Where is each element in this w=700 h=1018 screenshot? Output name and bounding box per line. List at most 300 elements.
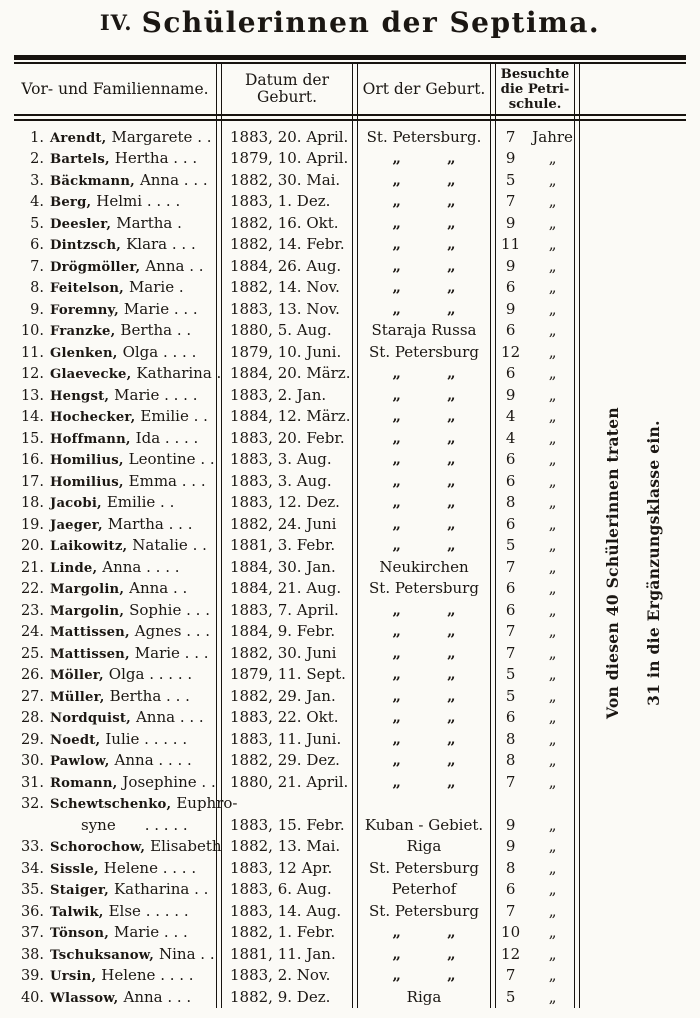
- ditto-mark: „: [392, 966, 401, 985]
- row-number: 3.: [30, 172, 44, 189]
- years-attended: [496, 687, 574, 705]
- given-name: Marie . . . .: [114, 385, 198, 404]
- years-unit: „: [548, 966, 557, 985]
- row-number: 27.: [20, 688, 44, 705]
- years-value: 6: [505, 450, 516, 469]
- row-number: 37.: [20, 925, 44, 942]
- surname: Nordquist,: [50, 711, 131, 727]
- student-name-cell: [14, 128, 216, 146]
- years-unit: „: [548, 622, 557, 641]
- table-row: [14, 836, 686, 858]
- surname: Tschuksanow,: [50, 947, 154, 963]
- ditto-mark: „: [447, 729, 456, 748]
- years-unit: „: [548, 923, 557, 942]
- ditto-mark: „: [392, 708, 401, 727]
- surname: Foremny,: [50, 302, 119, 318]
- birth-date: 1884, 26. Aug.: [230, 256, 342, 275]
- surname: Möller,: [50, 668, 104, 684]
- years-attended: [496, 343, 574, 361]
- table-body: [14, 126, 686, 1008]
- years-value: 7: [505, 901, 516, 920]
- given-name: Olga . . . .: [122, 342, 197, 361]
- given-name: Bertha . . .: [109, 686, 190, 705]
- years-unit: „: [548, 321, 557, 340]
- ditto-mark: „: [447, 278, 456, 297]
- birth-date: 1883, 15. Febr.: [230, 815, 345, 834]
- years-unit: „: [548, 450, 557, 469]
- table-row: [14, 277, 686, 299]
- table-row: [14, 384, 686, 406]
- years-unit: „: [548, 837, 557, 856]
- years-unit: „: [548, 708, 557, 727]
- given-name: Katharina .: [136, 364, 222, 383]
- surname: Hengst,: [50, 388, 110, 404]
- birth-date: 1883, 11. Juni.: [230, 729, 342, 748]
- ditto-mark: „: [447, 923, 456, 942]
- years-value: 9: [505, 815, 516, 834]
- student-name-cell: [14, 300, 216, 318]
- birth-place: [358, 493, 490, 511]
- years-attended: [496, 536, 574, 554]
- student-name-cell: [14, 364, 222, 383]
- years-value: 5: [505, 665, 516, 684]
- header-birth-place: Ort der Geburt.: [362, 79, 486, 98]
- birth-place: Riga: [406, 837, 442, 856]
- years-unit: „: [548, 428, 557, 447]
- surname: Mattissen,: [50, 625, 130, 641]
- table-row: [14, 900, 686, 922]
- table-row: [14, 341, 686, 363]
- years-value: 7: [505, 643, 516, 662]
- ditto-mark: „: [447, 192, 456, 211]
- header-bottom-rule-2: [14, 119, 686, 121]
- surname: Sissle,: [50, 861, 99, 877]
- given-name: Nina . .: [159, 944, 215, 963]
- years-value: 6: [505, 708, 516, 727]
- years-attended: [496, 730, 574, 748]
- row-number: 20.: [20, 538, 44, 555]
- surname: Wlassow,: [50, 990, 119, 1006]
- row-number: 33.: [20, 839, 44, 856]
- row-number: 25.: [20, 645, 44, 662]
- table-row: [14, 492, 686, 514]
- birth-place: St. Petersburg: [369, 858, 479, 877]
- years-value: 8: [505, 751, 516, 770]
- header-birth-date: Datum der Geburt.: [244, 71, 329, 106]
- birth-place: Riga: [406, 987, 442, 1006]
- ditto-mark: „: [447, 944, 456, 963]
- birth-place: [358, 429, 490, 447]
- row-number: 5.: [30, 215, 44, 232]
- years-attended: [496, 149, 574, 167]
- years-attended: [496, 192, 574, 210]
- row-number: 6.: [30, 237, 44, 254]
- row-number: 14.: [20, 409, 44, 426]
- table-row: [14, 556, 686, 578]
- years-attended: [496, 364, 574, 382]
- birth-date: 1882, 24. Juni: [230, 514, 337, 533]
- student-name-cell: [14, 988, 216, 1006]
- ditto-mark: „: [447, 385, 456, 404]
- birth-date: 1884, 20. März.: [230, 364, 351, 383]
- student-name-cell: [14, 665, 216, 683]
- student-name-cell: [14, 579, 216, 597]
- given-name: Josephine . .: [122, 772, 216, 791]
- birth-date: 1883, 3. Aug.: [230, 471, 332, 490]
- birth-place: [358, 601, 490, 619]
- student-name-cell: [14, 708, 216, 726]
- student-name-cell: [14, 966, 216, 984]
- years-unit: „: [548, 471, 557, 490]
- years-attended: [496, 837, 574, 855]
- years-value: 6: [505, 364, 516, 383]
- given-name: Leontine . .: [128, 450, 215, 469]
- birth-place: [358, 773, 490, 791]
- surname: Arendt,: [50, 130, 107, 146]
- birth-date: 1884, 9. Febr.: [230, 622, 336, 641]
- years-attended: [496, 773, 574, 791]
- birth-place: [358, 407, 490, 425]
- years-value: 5: [505, 686, 516, 705]
- header-name: Vor- und Familienname.: [21, 79, 209, 98]
- row-number: 30.: [20, 753, 44, 770]
- years-attended: [496, 816, 574, 836]
- birth-date: 1879, 10. Juni.: [230, 342, 342, 361]
- birth-place: [358, 966, 490, 984]
- ditto-mark: „: [447, 493, 456, 512]
- row-number: 36.: [20, 903, 44, 920]
- table-row: [14, 126, 686, 148]
- years-value: 6: [505, 278, 516, 297]
- surname: Laikowitz,: [50, 539, 128, 555]
- birth-place: [358, 923, 490, 941]
- ditto-mark: „: [392, 772, 401, 791]
- years-unit: „: [548, 536, 557, 555]
- birth-date: 1883, 20. Febr.: [230, 428, 345, 447]
- given-name: Emma . . .: [128, 471, 206, 490]
- birth-place: Peterhof: [391, 880, 457, 899]
- table-row: [14, 685, 686, 707]
- row-number: 24.: [20, 624, 44, 641]
- student-name-cell: [14, 687, 216, 705]
- years-value: 9: [505, 256, 516, 275]
- student-name-cell: [14, 386, 216, 404]
- ditto-mark: „: [392, 665, 401, 684]
- ditto-mark: „: [392, 622, 401, 641]
- years-attended: [496, 751, 574, 769]
- ditto-mark: „: [392, 192, 401, 211]
- table-header-row: [14, 64, 686, 114]
- surname: Talwik,: [50, 904, 104, 920]
- years-value: 6: [505, 321, 516, 340]
- birth-place: Staraja Russa: [371, 321, 477, 340]
- ditto-mark: „: [392, 170, 401, 189]
- years-attended: [496, 386, 574, 404]
- years-attended: [496, 515, 574, 533]
- student-name-cell: [14, 644, 216, 662]
- table-row: [14, 234, 686, 256]
- surname: Berg,: [50, 195, 92, 211]
- years-value: 6: [505, 514, 516, 533]
- birth-place: [358, 751, 490, 769]
- given-name: Klara . . .: [126, 235, 196, 254]
- given-name: Margarete . .: [111, 127, 212, 146]
- ditto-mark: „: [447, 966, 456, 985]
- years-unit: „: [548, 192, 557, 211]
- surname: Romann,: [50, 775, 118, 791]
- given-name: Euphro-: [176, 793, 238, 812]
- birth-date: 1882, 29. Jan.: [230, 686, 336, 705]
- student-name-cell: [14, 257, 216, 275]
- row-number: 11.: [20, 344, 44, 361]
- birth-date: 1883, 20. April.: [230, 127, 349, 146]
- ditto-mark: „: [447, 643, 456, 662]
- students-table: [14, 0, 686, 1018]
- ditto-mark: „: [447, 708, 456, 727]
- years-attended: [496, 880, 574, 898]
- surname: Jacobi,: [50, 496, 102, 512]
- student-name-cell: [14, 429, 216, 447]
- years-value: 9: [505, 149, 516, 168]
- years-attended: [496, 128, 574, 146]
- years-value: 5: [505, 170, 516, 189]
- student-name-cell: [14, 837, 222, 856]
- surname: Pawlow,: [50, 754, 110, 770]
- years-value: 6: [505, 579, 516, 598]
- table-row: [14, 621, 686, 643]
- birth-place: [358, 149, 490, 167]
- ditto-mark: „: [447, 622, 456, 641]
- birth-place: [358, 665, 490, 683]
- birth-date: 1884, 12. März.: [230, 407, 351, 426]
- table-row: [14, 191, 686, 213]
- given-name: Emilie . .: [106, 493, 175, 512]
- years-value: 7: [505, 192, 516, 211]
- given-name: Anna . . .: [123, 987, 192, 1006]
- years-unit: „: [548, 880, 557, 899]
- years-unit: „: [548, 299, 557, 318]
- birth-place: Neukirchen: [379, 557, 469, 576]
- row-number: 40.: [20, 989, 44, 1006]
- years-value: 8: [505, 858, 516, 877]
- years-value: 9: [505, 385, 516, 404]
- side-note-line2: 31 in die Ergänzungsklasse ein.: [644, 420, 663, 706]
- row-number: 29.: [20, 731, 44, 748]
- years-unit: „: [548, 514, 557, 533]
- birth-date: 1880, 21. April.: [230, 772, 349, 791]
- ditto-mark: „: [447, 364, 456, 383]
- birth-place: [358, 622, 490, 640]
- table-row: [14, 922, 686, 944]
- table-row: [14, 320, 686, 342]
- years-unit: „: [548, 493, 557, 512]
- surname: Hochecker,: [50, 410, 136, 426]
- given-name: Marie .: [128, 278, 184, 297]
- table-row: [14, 363, 686, 385]
- ditto-mark: „: [392, 923, 401, 942]
- surname: Bäckmann,: [50, 173, 135, 189]
- birth-date: 1882, 30. Juni: [230, 643, 337, 662]
- birth-date: 1883, 7. April.: [230, 600, 339, 619]
- row-number: 35.: [20, 882, 44, 899]
- ditto-mark: „: [392, 686, 401, 705]
- ditto-mark: „: [447, 686, 456, 705]
- student-name-cell: [14, 945, 216, 963]
- student-name-cell: [14, 601, 216, 619]
- years-attended: [496, 429, 574, 447]
- years-value: 11: [501, 235, 521, 254]
- years-attended: [496, 579, 574, 597]
- table-row: [14, 986, 686, 1008]
- ditto-mark: „: [447, 665, 456, 684]
- birth-place: St. Petersburg: [369, 901, 479, 920]
- years-value: 5: [505, 987, 516, 1006]
- table-row: [14, 406, 686, 428]
- row-number: 2.: [30, 151, 44, 168]
- years-unit: Jahre: [532, 127, 573, 146]
- table-row: [14, 728, 686, 750]
- years-value: 4: [505, 428, 516, 447]
- ditto-mark: „: [447, 170, 456, 189]
- birth-date: 1883, 6. Aug.: [230, 880, 332, 899]
- section-number: IV.: [99, 10, 133, 35]
- years-unit: „: [548, 278, 557, 297]
- years-attended: [496, 321, 574, 339]
- student-name-cell: [14, 622, 216, 640]
- birth-place: [358, 278, 490, 296]
- student-name-cell: [14, 902, 216, 920]
- years-value: 7: [505, 966, 516, 985]
- student-name-cell: [14, 751, 216, 769]
- student-name-cell: [14, 515, 216, 533]
- row-number: 19.: [20, 516, 44, 533]
- surname: Bartels,: [50, 152, 110, 168]
- birth-date: 1883, 22. Okt.: [230, 708, 339, 727]
- table-row: [14, 599, 686, 621]
- birth-place: St. Petersburg: [369, 579, 479, 598]
- table-row: [14, 793, 686, 836]
- given-name: Katharina . .: [113, 880, 209, 899]
- row-number: 7.: [30, 258, 44, 275]
- student-name-cell: [14, 773, 216, 791]
- dot-leaders: . . . . .: [144, 815, 188, 834]
- ditto-mark: „: [447, 428, 456, 447]
- given-name: Anna . .: [129, 579, 188, 598]
- surname: Linde,: [50, 560, 98, 576]
- birth-date: 1883, 2. Nov.: [230, 966, 331, 985]
- student-name-cell: [14, 472, 216, 490]
- table-row: [14, 771, 686, 793]
- ditto-mark: „: [392, 407, 401, 426]
- table-row: [14, 664, 686, 686]
- years-unit: „: [548, 686, 557, 705]
- birth-date: 1879, 11. Sept.: [230, 665, 346, 684]
- years-unit: „: [548, 729, 557, 748]
- student-name-cell: [14, 558, 216, 576]
- ditto-mark: „: [447, 514, 456, 533]
- given-name: Helmi . . . .: [96, 192, 181, 211]
- years-attended: [496, 278, 574, 296]
- birth-date: 1880, 5. Aug.: [230, 321, 332, 340]
- birth-place: [358, 192, 490, 210]
- birth-date: 1879, 10. April.: [230, 149, 349, 168]
- birth-date: 1883, 2. Jan.: [230, 385, 327, 404]
- student-name-cell: [14, 343, 216, 361]
- table-row: [14, 470, 686, 492]
- student-name-cell: [14, 536, 216, 554]
- given-name: Martha .: [116, 213, 182, 232]
- header-petrischule: Besuchte die Petri- schule.: [500, 66, 570, 112]
- given-name: Marie . . .: [114, 923, 188, 942]
- row-number: 39.: [20, 968, 44, 985]
- given-name: Hertha . . .: [114, 149, 198, 168]
- years-value: 8: [505, 729, 516, 748]
- ditto-mark: „: [447, 149, 456, 168]
- row-number: 21.: [20, 559, 44, 576]
- surname: Margolin,: [50, 603, 125, 619]
- years-unit: „: [548, 407, 557, 426]
- row-number: 15.: [20, 430, 44, 447]
- birth-date: 1884, 30. Jan.: [230, 557, 336, 576]
- years-attended: [496, 966, 574, 984]
- ditto-mark: „: [392, 514, 401, 533]
- student-name-cell: [14, 859, 216, 877]
- row-number: 1.: [30, 129, 44, 146]
- years-attended: [496, 622, 574, 640]
- surname: Glenken,: [50, 345, 118, 361]
- table-row: [14, 255, 686, 277]
- surname: Müller,: [50, 689, 105, 705]
- student-name-cell: [14, 278, 216, 296]
- birth-place: [358, 644, 490, 662]
- birth-place: Kuban - Gebiet.: [364, 815, 484, 834]
- years-attended: [496, 472, 574, 490]
- years-attended: [496, 665, 574, 683]
- ditto-mark: „: [392, 751, 401, 770]
- years-attended: [496, 407, 574, 425]
- years-unit: „: [548, 149, 557, 168]
- years-unit: „: [548, 170, 557, 189]
- given-name: Ida . . . .: [135, 428, 199, 447]
- student-name-cell: [14, 149, 216, 167]
- student-name-cell: [14, 171, 216, 189]
- row-number: 12.: [20, 366, 44, 383]
- years-attended: [496, 601, 574, 619]
- ditto-mark: „: [392, 385, 401, 404]
- birth-place: [358, 450, 490, 468]
- years-value: 4: [505, 407, 516, 426]
- rotated-side-note: [603, 393, 663, 733]
- birth-date: 1882, 16. Okt.: [230, 213, 339, 232]
- years-attended: [496, 902, 574, 920]
- surname: Staiger,: [50, 883, 109, 899]
- table-row: [14, 750, 686, 772]
- ditto-mark: „: [447, 299, 456, 318]
- years-unit: „: [548, 815, 557, 834]
- birth-date: 1884, 21. Aug.: [230, 579, 342, 598]
- student-name-cell: [14, 730, 216, 748]
- row-number: 4.: [30, 194, 44, 211]
- student-name-cell: [14, 450, 216, 468]
- surname: Schewtschenko,: [50, 796, 172, 812]
- birth-place: [358, 515, 490, 533]
- ditto-mark: „: [392, 729, 401, 748]
- years-value: 9: [505, 213, 516, 232]
- given-name: Anna . . . .: [102, 557, 180, 576]
- birth-date: 1882, 30. Mai.: [230, 170, 341, 189]
- ditto-mark: „: [392, 428, 401, 447]
- row-number: 9.: [30, 301, 44, 318]
